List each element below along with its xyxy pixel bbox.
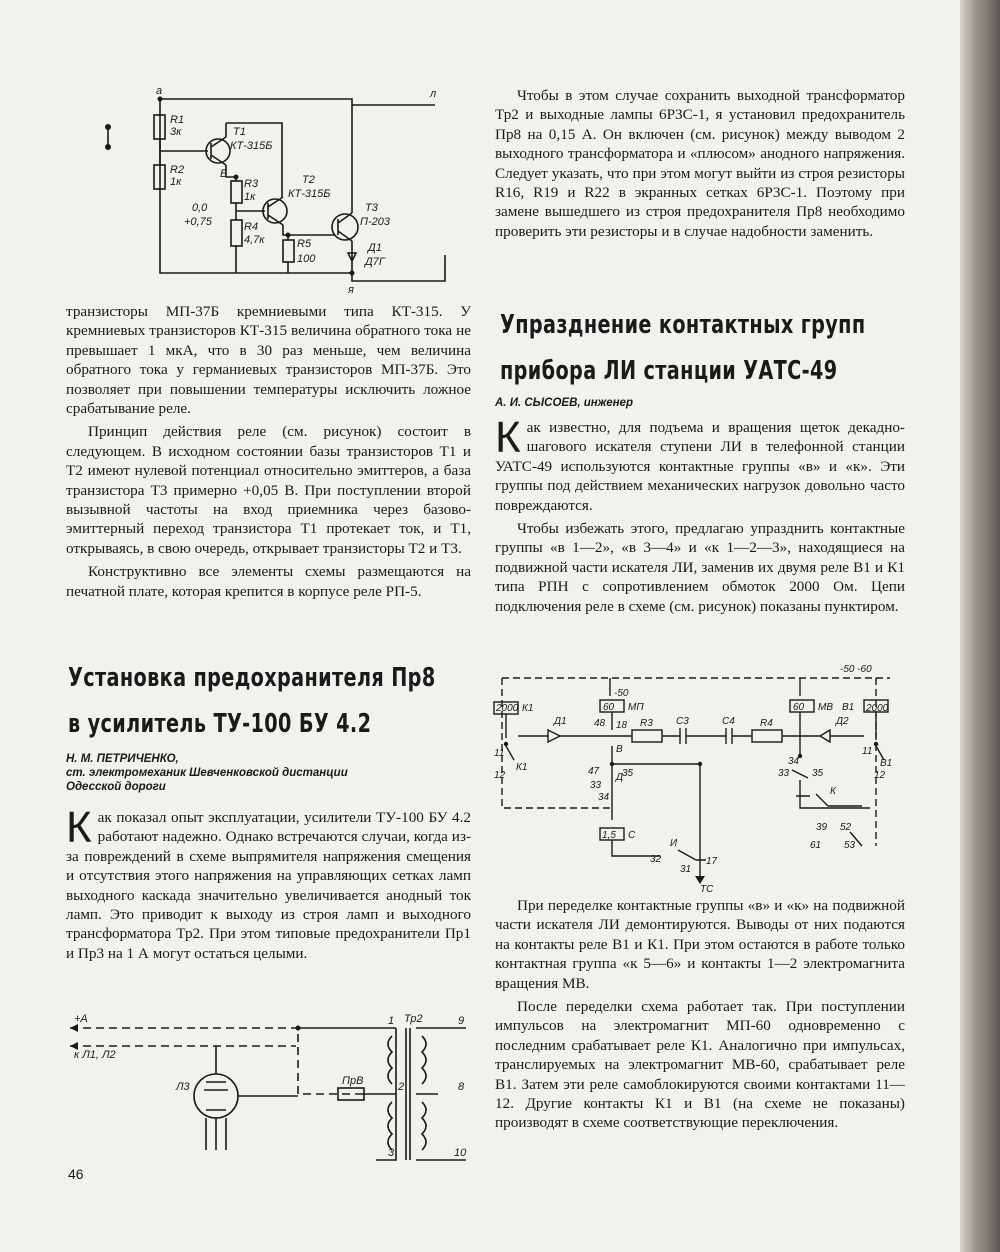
page-number: 46	[68, 1166, 84, 1182]
fig3-c-label: С	[628, 830, 636, 841]
fig2-pin-1: 1	[388, 1015, 395, 1027]
fig1-r3: R3	[244, 178, 259, 190]
fig3-b1: В1	[842, 702, 855, 713]
fig1-d1-type: Д7Г	[365, 256, 385, 268]
fig3-r4: R4	[760, 718, 773, 729]
fig3-r2000-b: 2000	[866, 703, 889, 714]
fig2-pin-10: 10	[454, 1147, 467, 1159]
fig3-pin-33b: 33	[778, 768, 790, 779]
fig2-tr2: Тр2	[404, 1013, 423, 1025]
article1-dropcap: К	[66, 803, 92, 852]
fig3-d1: Д1	[554, 716, 567, 727]
fig1-d1: Д1	[368, 242, 382, 254]
paragraph: ак показал опыт эксплуатации, усилители ТУ-100 БУ 4.2 работают надежно. Однако встречаются случаи, когда из-за повреждений в схеме выпрямителя напряжения смещения и отсутствия этого напряжения на управляющих сетках ламп выходного каскада значительно увеличивается анодный ток ламп. Это приводит к выходу из строя ламп и выходного трансформатора Тр2. При этом типовые предохранители Пр1 и Пр3 на 1 А могут остаться целыми.	[66, 809, 471, 962]
article2-title-line1: Упразднение контактных групп	[500, 310, 866, 340]
fig3-pin-47: 47	[588, 766, 600, 777]
fig3-k1-contact: К1	[516, 762, 528, 773]
fig1-r4-value: 4,7к	[244, 234, 265, 246]
paragraph: Принцип действия реле (см. рисунок) состоит в следующем. В исходном состоянии базы транзисторов Т1 и Т2 имеют нулевой потенциал относительно эмиттеров, а база транзистора Т3 примерно +0,05 В. При поступлении второй вызывной частоты на вход приемника через базово-эмиттерный переход транзистора Т1 протекает ток, и Т1, открываясь, в свою очередь, открывает транзисторы Т2 и Т3.	[66, 423, 471, 557]
article1-title-line1: Установка предохранителя Пр8	[68, 663, 436, 693]
fig3-c-value: 1,5	[602, 830, 616, 841]
left-column-text	[66, 302, 471, 601]
fig3-pin-34a: 34	[598, 792, 610, 803]
paragraph: Чтобы в этом случае сохранить выходной трансформатор Тр2 и выходные лампы 6Р3С-1, я установил предохранитель Пр8 на 0,15 А. Он включен (см. рисунок) между выводом 2 выходного трансформатора и «плюсом» анодного напряжения. Следует указать, что при этом могут выйти из строя резисторы R16, R19 и R22 в экранных сетках 6Р3С-1. Поэтому при замене вышедшего из строя предохранителя Пр8 необходимо проверить эти резисторы и в случае надобности заменить.	[495, 87, 905, 240]
fig3-k-label: К	[830, 786, 836, 797]
fig1-t2-type: КТ-315Б	[288, 188, 331, 200]
fig3-top-voltages: -50 -60	[840, 664, 872, 675]
fig3-pin-d: Д	[616, 772, 624, 783]
fig3-pin-b: В	[616, 744, 623, 755]
fig1-node-ya: я	[348, 284, 354, 296]
fig3-pin-12b: 12	[874, 770, 886, 781]
fig3-i-label: И	[670, 838, 678, 849]
article2-title-line2: прибора ЛИ станции УАТС-49	[500, 356, 838, 386]
fig2-l3: Л3	[176, 1081, 190, 1093]
paragraph: Чтобы избежать этого, предлагаю упразднить контактные группы «в 1—2», «в 3—4» и «к 1—2—3», находящиеся на подвижной части искателя ЛИ, заменив их двумя реле В1 и К1 типа РПН с сопротивлением обмоток 2000 Ом. Цепи подключения реле в схеме (см. рисунок) показаны пунктиром.	[495, 520, 905, 615]
fig2-pin-2: 2	[398, 1081, 405, 1093]
article1-body	[66, 803, 471, 963]
fig3-pin-39: 39	[816, 822, 828, 833]
fig3-c3: С3	[676, 716, 689, 727]
fig3-pin-32: 32	[650, 854, 662, 865]
fig3-mv-value: 60	[793, 702, 805, 713]
fig3-ts-label: ТС	[700, 884, 714, 892]
fig3-pin-48: 48	[594, 718, 606, 729]
fig3-pin-35b: 35	[812, 768, 824, 779]
fig1-t1-type: КТ-315Б	[230, 140, 273, 152]
fig1-r4: R4	[244, 221, 259, 233]
fig1-node-l: л	[430, 88, 437, 100]
amplifier-fuse-diagram	[66, 1010, 476, 1170]
article1-byline	[66, 752, 471, 794]
article1-position: ст. электромеханик Шевченковской дистанции	[66, 767, 348, 779]
fig3-mp-value: 60	[603, 702, 615, 713]
article1-author: Н. М. ПЕТРИЧЕНКО,	[66, 753, 179, 765]
fig3-mv: МВ	[818, 702, 833, 713]
fig3-pin-31: 31	[680, 864, 692, 875]
fig3-m50: -50	[614, 688, 629, 699]
article2-body-top	[495, 413, 905, 616]
article2-author: А. И. СЫСОЕВ, инженер	[495, 397, 633, 409]
paragraph: транзисторы МП-37Б кремниевыми типа КТ-315. У кремниевых транзисторов КТ-315 величина обратного тока не превышает 1 мкА, что в 30 раз меньше, чем величина обратного тока у германиевых транзисторов МП-37Б. Это позволяет при повышении температуры исключить ложное срабатывание реле.	[66, 303, 471, 418]
fig3-pin-34b: 34	[788, 756, 800, 767]
fig3-pin-52: 52	[840, 822, 852, 833]
fig3-pin-17: 17	[706, 856, 718, 867]
fig1-t2: Т2	[302, 174, 315, 186]
fig3-pin-35a: 35	[622, 768, 634, 779]
article1-org: Одесской дороги	[66, 781, 166, 793]
fig2-pin-9: 9	[458, 1015, 465, 1027]
fig3-b1-contact: В1	[880, 758, 893, 769]
fig1-node-b: Б	[220, 168, 228, 180]
fig2-pin-8: 8	[458, 1081, 465, 1093]
right-column-text	[495, 86, 905, 241]
fig3-r3: R3	[640, 718, 653, 729]
paragraph: При переделке контактные группы «в» и «к» на подвижной части искателя ЛИ демонтируются. Выводы от них подаются на контакты реле В1 и К1. При этом остаются в работе только контактная группа «к 5—6» и контакты 1—2 электромагнита вращения МВ.	[495, 897, 905, 992]
paragraph: После переделки схема работает так. При поступлении импульсов на электромагнит МП-60 одновременно с последним срабатывает реле К1. Аналогично при импульсах, транслируемых на электромагнит МВ-60, срабатывает реле В1. Затем эти реле самоблокируются своими контактами 11—12. Другие контакты К1 и В1 (на схеме не показаны) производят в схеме соответствующие переключения.	[495, 998, 905, 1132]
article2-body-bottom	[495, 896, 905, 1133]
fig3-r2000-a: 2000	[496, 703, 519, 714]
fig1-r1-value: 3к	[170, 126, 182, 138]
fig1-r5-value: 100	[297, 253, 316, 265]
fig3-pin-18: 18	[616, 720, 628, 731]
fig3-pin-33a: 33	[590, 780, 602, 791]
fig3-k1: К1	[522, 703, 534, 714]
fig1-t3-type: П-203	[360, 216, 390, 228]
fig2-pr8: ПрВ	[342, 1075, 364, 1087]
fig2-to-l1-l2: к Л1, Л2	[74, 1049, 116, 1061]
fig3-pin-11b: 11	[862, 746, 873, 757]
paragraph: Конструктивно все элементы схемы размещаются на печатной плате, которая крепится в корпусе реле РП-5.	[66, 563, 471, 600]
relay-contacts-diagram	[490, 660, 910, 892]
fig3-c4: С4	[722, 716, 735, 727]
article2-headline	[500, 302, 994, 394]
fig3-pin-61: 61	[810, 840, 822, 851]
fig1-voltage-1: 0,0	[192, 202, 208, 214]
fig1-r2: R2	[170, 164, 185, 176]
fig1-r2-value: 1к	[170, 176, 182, 188]
fig1-voltage-2: +0,75	[184, 216, 212, 228]
relay-circuit-diagram	[90, 85, 460, 300]
fig1-r5: R5	[297, 238, 312, 250]
fig2-plus-a: +А	[74, 1013, 88, 1025]
fig1-r1: R1	[170, 114, 185, 126]
fig3-mp: МП	[628, 702, 644, 713]
fig3-d2: Д2	[836, 716, 849, 727]
page-binding-edge	[960, 0, 1000, 1252]
article1-title-line2: в усилитель ТУ-100 БУ 4.2	[68, 709, 372, 739]
paragraph: ак известно, для подъема и вращения щеток декадно-шагового искателя ступени ЛИ в телефонной станции УАТС-49 используются контактные группы «в» и «к». Эти группы под действием механических нагрузок довольно часто повреждаются.	[495, 419, 905, 514]
fig3-pin-11a: 11	[494, 748, 505, 759]
article2-dropcap: К	[495, 413, 521, 462]
fig2-pin-3: 3	[388, 1147, 395, 1159]
fig1-node-a: а	[156, 85, 163, 97]
fig1-r3-value: 1к	[244, 191, 256, 203]
fig3-pin-12a: 12	[494, 770, 506, 781]
fig1-t3: Т3	[365, 202, 378, 214]
fig1-t1: Т1	[233, 126, 246, 138]
fig3-pin-53: 53	[844, 840, 856, 851]
